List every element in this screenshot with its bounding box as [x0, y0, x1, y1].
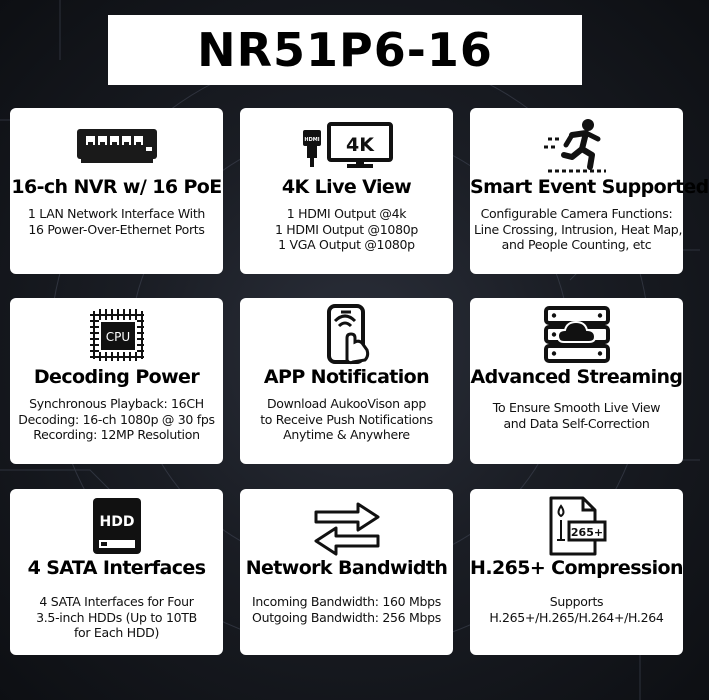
feature-card-smart-event — [470, 108, 709, 274]
card-desc-line: Recording: 12MP Resolution — [33, 427, 200, 442]
card-desc-line: H.265+/H.265/H.264+/H.264 — [489, 609, 664, 625]
card-desc-line: 1 LAN Network Interface With — [27, 206, 206, 221]
smartphone-notification-icon — [240, 306, 453, 364]
card-heading: 4K Live View — [281, 176, 412, 198]
cpu-icon — [10, 306, 223, 364]
card-description — [14, 396, 219, 443]
bidirectional-arrows-icon — [240, 497, 453, 555]
hdd-icon — [10, 497, 223, 555]
svg-text:HDMI: HDMI — [303, 137, 320, 143]
card-description — [474, 206, 683, 253]
card-desc-line: Outgoing Bandwidth: 256 Mbps — [252, 609, 441, 625]
card-heading: 16-ch NVR w/ 16 PoE — [11, 176, 222, 198]
feature-card-bandwidth — [240, 489, 453, 655]
card-desc-line: Anytime & Anywhere — [283, 427, 410, 442]
card-desc-line: 1 HDMI Output @4k — [286, 206, 407, 221]
feature-card-app-notification — [240, 298, 453, 464]
card-desc-line: 1 HDMI Output @1080p — [274, 221, 419, 237]
card-desc-line: 4 SATA Interfaces for Four — [39, 594, 194, 609]
card-desc-line: Decoding: 16-ch 1080p @ 30 fps — [18, 411, 215, 427]
feature-card-streaming — [470, 298, 683, 464]
card-desc-line: 16 Power-Over-Ethernet Ports — [28, 221, 205, 237]
card-heading: 4 SATA Interfaces — [27, 557, 206, 579]
card-heading: Smart Event Supported — [470, 176, 709, 198]
card-heading: Decoding Power — [33, 366, 200, 388]
product-title: NR51P6-16 — [197, 23, 493, 77]
card-description — [14, 206, 219, 237]
card-description — [244, 396, 449, 443]
feature-card-4k — [240, 108, 453, 274]
card-desc-line: to Receive Push Notifications — [260, 411, 433, 427]
codec-label: 265+ — [570, 526, 603, 539]
card-description — [14, 594, 219, 641]
feature-card-sata — [10, 489, 223, 655]
card-desc-line: Download AukooVison app — [266, 396, 427, 411]
card-description — [244, 206, 449, 253]
cloud-server-icon — [470, 306, 683, 364]
card-heading: H.265+ Compression — [470, 557, 683, 579]
hdmi-monitor-4k-icon — [240, 116, 453, 174]
card-desc-line: and People Counting, etc — [501, 237, 652, 252]
card-desc-line: 3.5-inch HDDs (Up to 10TB — [36, 609, 197, 625]
title-banner — [108, 15, 582, 85]
h265-file-icon — [470, 497, 683, 555]
card-heading: APP Notification — [263, 366, 430, 388]
card-desc-line: To Ensure Smooth Live View — [492, 400, 661, 415]
feature-card-poe — [10, 108, 223, 274]
card-description — [244, 594, 449, 625]
poe-switch-icon — [10, 116, 223, 174]
running-person-icon — [470, 116, 683, 174]
feature-card-decoding — [10, 298, 223, 464]
card-desc-line: and Data Self-Correction — [503, 415, 650, 431]
card-heading: Network Bandwidth — [245, 557, 448, 579]
card-desc-line: Supports — [549, 594, 604, 609]
card-desc-line: Configurable Camera Functions: — [480, 206, 673, 221]
monitor-label: 4K — [345, 134, 374, 156]
cpu-label: CPU — [105, 330, 130, 344]
hdd-label: HDD — [99, 514, 134, 530]
card-description — [474, 594, 679, 625]
card-heading: Advanced Streaming — [470, 366, 683, 388]
card-desc-line: for Each HDD) — [73, 625, 160, 640]
card-desc-line: Line Crossing, Intrusion, Heat Map, — [474, 221, 683, 237]
card-desc-line: 1 VGA Output @1080p — [278, 237, 415, 252]
card-desc-line: Incoming Bandwidth: 160 Mbps — [252, 594, 441, 609]
feature-card-compression — [470, 489, 683, 655]
card-description — [474, 400, 679, 431]
card-desc-line: Synchronous Playback: 16CH — [29, 396, 204, 411]
